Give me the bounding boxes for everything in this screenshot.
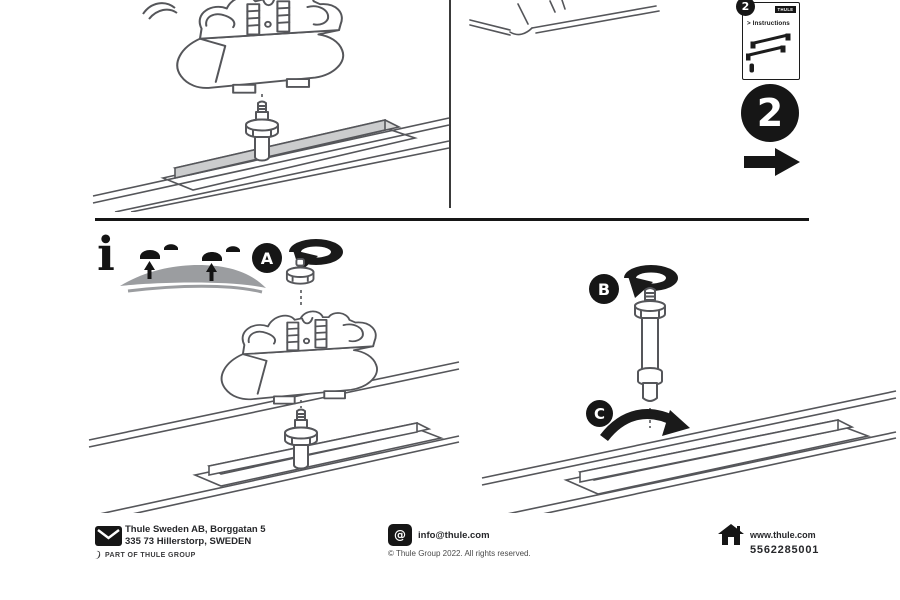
at-icon: @ — [388, 524, 412, 546]
thule-logo: THULE — [775, 6, 796, 13]
instructions-label: > Instructions — [747, 20, 790, 27]
address-line1: Thule Sweden AB, Borggatan 5 — [125, 524, 266, 535]
step-badge-c: C — [586, 400, 613, 427]
stepBC-assembly-illustration — [480, 228, 900, 513]
stud-icon — [750, 64, 754, 72]
stepA-assembly-illustration — [85, 228, 465, 513]
thule-group-mark-icon — [95, 550, 102, 560]
contact-email: info@thule.com — [418, 530, 490, 541]
step-number-circle: 2 — [741, 84, 799, 142]
instruction-card — [742, 2, 800, 80]
section-divider-horizontal — [95, 218, 809, 221]
step2-right-illustration — [458, 0, 743, 48]
tilt-arrow-icon — [604, 410, 690, 438]
copyright-text: © Thule Group 2022. All rights reserved. — [388, 549, 531, 558]
step-badge-a: A — [252, 243, 282, 273]
next-step-arrow-icon — [744, 147, 801, 177]
threaded-stud-drawing — [635, 288, 665, 401]
step2-left-illustration — [85, 0, 457, 212]
home-icon — [718, 524, 744, 546]
foot-kit-drawing — [222, 311, 377, 403]
website-url: www.thule.com — [750, 530, 816, 540]
info-icon: i — [97, 227, 115, 282]
part-of-thule-group: PART OF THULE GROUP — [95, 550, 196, 560]
card-step-number: 2 — [741, 0, 750, 13]
panel-divider-vertical — [449, 0, 451, 208]
step-badge-b: B — [589, 274, 619, 304]
company-address — [125, 524, 266, 547]
article-number: 5562285001 — [750, 544, 820, 556]
card-step-badge — [736, 0, 755, 16]
foot-kit-drawing — [177, 0, 343, 93]
load-bars-icon — [746, 31, 794, 75]
knob-nut-drawing — [287, 259, 314, 284]
address-line2: 335 73 Hillerstorp, SWEDEN — [125, 535, 252, 547]
envelope-icon — [95, 526, 122, 546]
cutoff-sketch-fragment — [143, 3, 177, 19]
